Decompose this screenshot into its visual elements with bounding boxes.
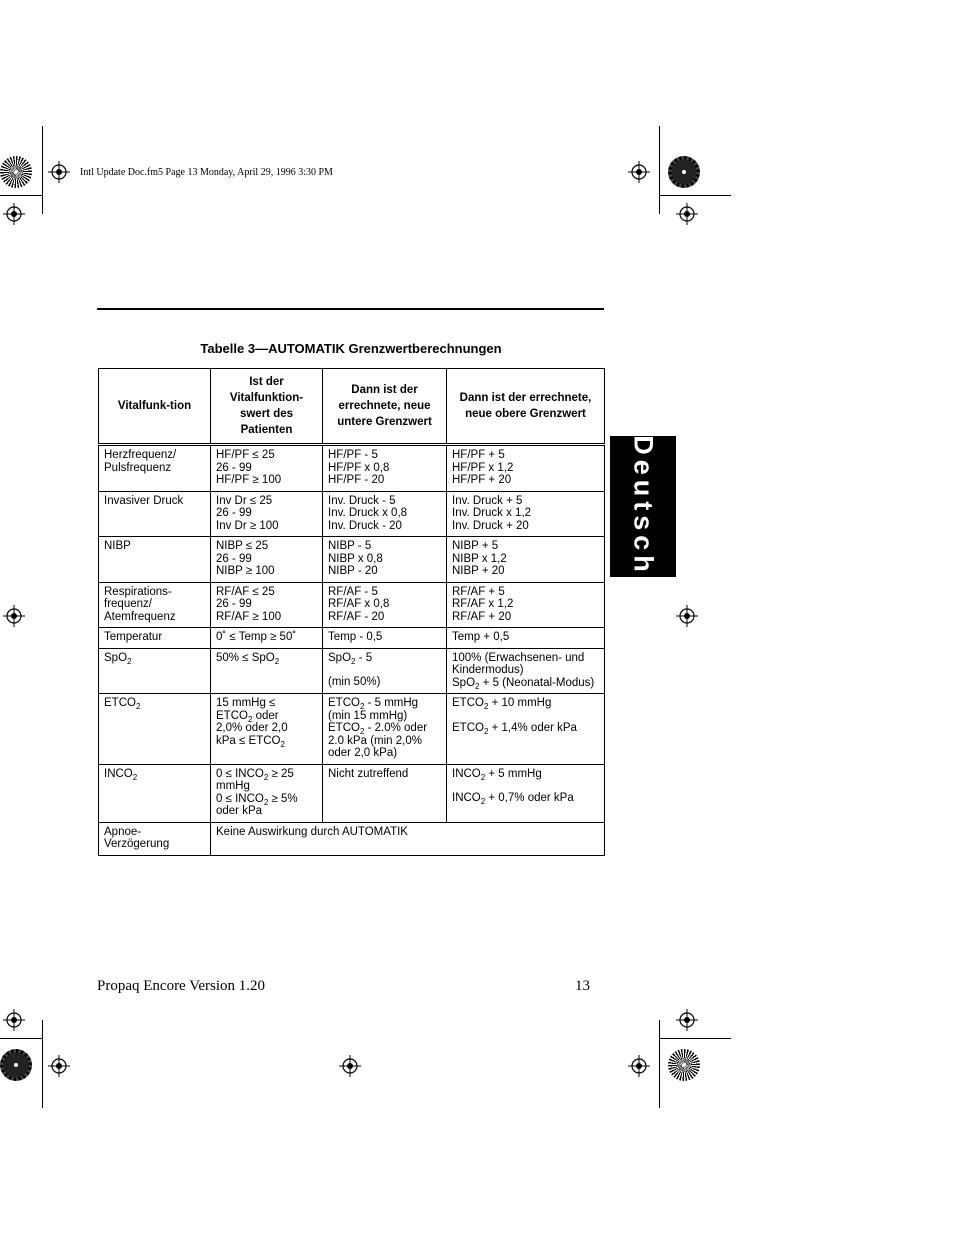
crop-mark — [659, 1020, 660, 1108]
lower-cell: Temp - 0,5 — [323, 628, 447, 649]
top-rule — [97, 308, 604, 310]
lower-cell: SpO$_2$ - 5 (min 50%) — [323, 648, 447, 694]
vital-cell: $ETCO_2$ — [99, 694, 211, 765]
table-row — [99, 445, 605, 492]
crop-mark — [42, 126, 43, 214]
header-upper-limit: Dann ist der errechnete, neue obere Grenzwert — [447, 369, 605, 445]
registration-mark-icon — [339, 1055, 361, 1077]
table-row-apnoe — [99, 822, 605, 855]
upper-cell: HF/PF + 5 HF/PF x 1,2 HF/PF + 20 — [447, 445, 605, 492]
vital-cell: Respirations- frequenz/ Atemfrequenz — [99, 582, 211, 628]
header-lower-limit: Dann ist der errechnete, neue untere Grenzwert — [323, 369, 447, 445]
crop-mark — [0, 195, 42, 196]
lower-cell: HF/PF - 5 HF/PF x 0,8 HF/PF - 20 — [323, 445, 447, 492]
registration-mark-icon — [3, 203, 25, 225]
starburst-mark-icon — [0, 156, 32, 188]
registration-mark-icon — [628, 1055, 650, 1077]
lower-cell: Inv. Druck - 5 Inv. Druck x 0,8 Inv. Druck - 20 — [323, 491, 447, 537]
crop-mark — [659, 126, 660, 214]
page-number: 13 — [575, 978, 590, 994]
upper-cell: NIBP + 5 NIBP x 1,2 NIBP + 20 — [447, 537, 605, 583]
vital-cell: SpO$_2$ — [99, 648, 211, 694]
header-patient-value: Ist der Vitalfunktion-swert des Patienten — [211, 369, 323, 445]
value-cell: Inv Dr ≤ 25 26 - 99 Inv Dr ≥ 100 — [211, 491, 323, 537]
starburst-mark-icon — [668, 1049, 700, 1081]
lower-cell: Nicht zutreffend — [323, 764, 447, 822]
registration-mark-icon — [3, 1009, 25, 1031]
starburst-mark-icon — [0, 1049, 32, 1081]
table-row — [99, 582, 605, 628]
file-info-header: Intl Update Doc.fm5 Page 13 Monday, April 29, 1996 3:30 PM — [80, 167, 333, 178]
registration-mark-icon — [3, 605, 25, 627]
registration-mark-icon — [676, 1009, 698, 1031]
table-row — [99, 628, 605, 649]
crop-mark — [659, 195, 731, 196]
table-title: Tabelle 3—AUTOMATIK Grenzwertberechnungen — [200, 341, 502, 356]
vital-cell: Temperatur — [99, 628, 211, 649]
table-header-row — [99, 369, 605, 445]
value-cell: 15 mmHg ≤ $ETCO_2$ oder 2,0% oder 2,0 kPa ≤ $ETCO_2$ — [211, 694, 323, 765]
table-row-spo2 — [99, 648, 605, 694]
value-cell: $0 \le INCO_2 \ge 25$ mmHg $0 \le INCO_2 \ge 5\%$ oder kPa — [211, 764, 323, 822]
value-cell: RF/AF ≤ 25 26 - 99 RF/AF ≥ 100 — [211, 582, 323, 628]
starburst-mark-icon — [668, 156, 700, 188]
registration-mark-icon — [676, 605, 698, 627]
lower-cell: RF/AF - 5 RF/AF x 0,8 RF/AF - 20 — [323, 582, 447, 628]
value-cell: 0˚ ≤ Temp ≥ 50˚ — [211, 628, 323, 649]
registration-mark-icon — [628, 161, 650, 183]
value-cell: HF/PF ≤ 25 26 - 99 HF/PF ≥ 100 — [211, 445, 323, 492]
table-row — [99, 537, 605, 583]
upper-cell: $ETCO_2 + 10$ mmHg $ETCO_2 + 1,4\%$ oder kPa — [447, 694, 605, 765]
vital-cell: $INCO_2$ — [99, 764, 211, 822]
footer-document-name: Propaq Encore Version 1.20 — [97, 978, 266, 994]
vital-cell: Herzfrequenz/ Pulsfrequenz — [99, 445, 211, 492]
upper-cell: RF/AF + 5 RF/AF x 1,2 RF/AF + 20 — [447, 582, 605, 628]
value-cell: NIBP ≤ 25 26 - 99 NIBP ≥ 100 — [211, 537, 323, 583]
limits-table — [98, 368, 605, 856]
table-row — [99, 491, 605, 537]
registration-mark-icon — [676, 203, 698, 225]
table-row-etco2 — [99, 694, 605, 765]
vital-cell: Apnoe- Verzögerung — [99, 822, 211, 855]
table-row-inco2 — [99, 764, 605, 822]
crop-mark — [0, 1038, 42, 1039]
vital-cell: Invasiver Druck — [99, 491, 211, 537]
crop-mark — [42, 1020, 43, 1108]
header-vital: Vitalfunk-tion — [99, 369, 211, 445]
language-tab — [610, 436, 676, 577]
lower-cell: $ETCO_2 - 5$ mmHg (min 15 mmHg) $ETCO_2 - 2.0\%$ oder 2.0 kPa (min 2,0% oder 2,0 kPa) — [323, 694, 447, 765]
vital-cell: NIBP — [99, 537, 211, 583]
upper-cell: Inv. Druck + 5 Inv. Druck x 1,2 Inv. Druck + 20 — [447, 491, 605, 537]
value-cell: 50% ≤ SpO$_2$ — [211, 648, 323, 694]
effect-cell: Keine Auswirkung durch AUTOMATIK — [211, 822, 605, 855]
upper-cell: Temp + 0,5 — [447, 628, 605, 649]
lower-cell: NIBP - 5 NIBP x 0,8 NIBP - 20 — [323, 537, 447, 583]
language-tab-label: Deutsch — [628, 435, 659, 577]
upper-cell: 100% (Erwachsenen- und Kindermodus) SpO$_2$ + 5 (Neonatal-Modus) — [447, 648, 605, 694]
upper-cell: $INCO_2 + 5$ mmHg $INCO_2 + 0,7\%$ oder kPa — [447, 764, 605, 822]
registration-mark-icon — [48, 1055, 70, 1077]
registration-mark-icon — [48, 161, 70, 183]
crop-mark — [659, 1038, 731, 1039]
